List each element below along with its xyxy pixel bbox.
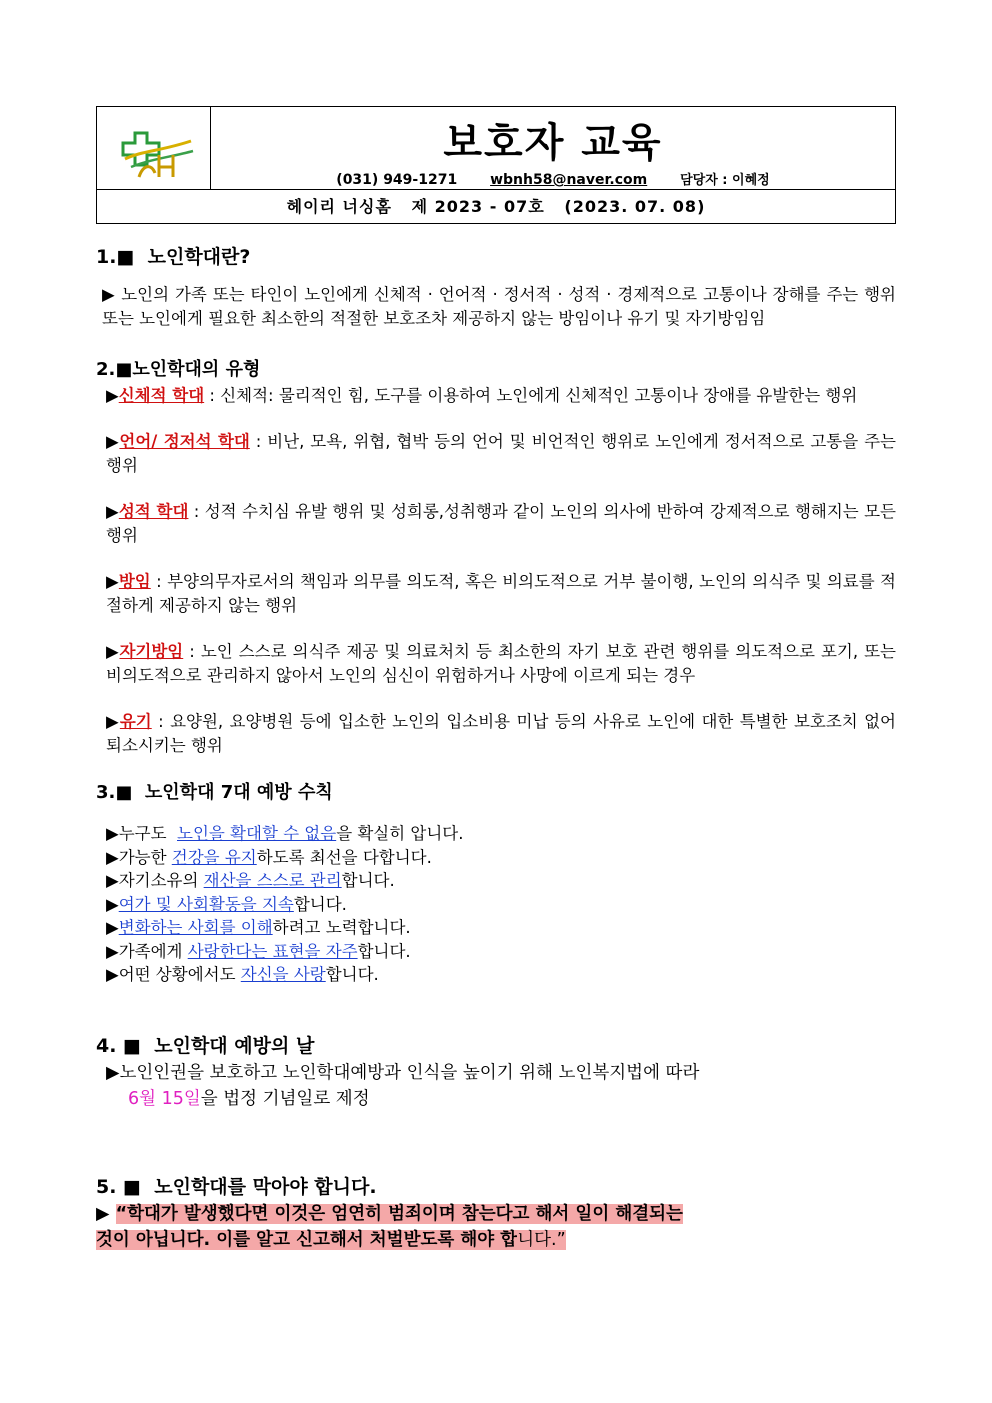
section-5-title: 5. ■ 노인학대를 막아야 합니다. — [96, 1175, 377, 1198]
title-cell — [211, 107, 895, 190]
list-item: ▶가족에게 사랑한다는 표현을 자주합니다. — [106, 941, 411, 961]
issue-info: 헤이리 너싱홈 제 2023 - 07호 (2023. 07. 08) — [286, 197, 706, 216]
abuse-type-label: 방임 — [118, 572, 151, 591]
list-item: ▶변화하는 사회를 이해하려고 노력합니다. — [106, 918, 411, 937]
abuse-type-item: ▶언어/ 정저석 학대 : 비난, 모욕, 위협, 협박 등의 언어 및 비언적인 행위로 노인에게 정서적으로 고통을 주는 행위 — [106, 432, 896, 475]
abuse-type-item: ▶유기 : 요양원, 요양병원 등에 입소한 노인의 입소비용 미납 등의 사유로 노인에 대한 특별한 보호조치 없어 퇴소시키는 행위 — [106, 712, 896, 755]
manager-name: 담당자 : 이혜정 — [680, 173, 770, 188]
list-item: ▶누구도 노인을 확대할 수 없음을 확실히 압니다. — [106, 824, 464, 843]
abuse-type-item: ▶방임 : 부양의무자로서의 책임과 의무를 의도적, 혹은 비의도적으로 거부 불이행, 노인의 의식주 및 의료를 적절하게 제공하지 않는 행위 — [106, 572, 896, 615]
abuse-type-label: 유기 — [119, 712, 152, 731]
contact-line — [211, 169, 895, 188]
abuse-type-label: 신체적 학대 — [118, 386, 205, 405]
abuse-type-item: ▶신체적 학대 : 신체적: 물리적인 힘, 도구를 이용하여 노인에게 신체적인 고통이나 장애를 유발한는 행위 — [106, 386, 858, 405]
section-4-title: 4. ■ 노인학대 예방의 날 — [96, 1034, 315, 1057]
header-table — [96, 106, 896, 224]
list-item: ▶자기소유의 재산을 스스로 관리합니다. — [106, 871, 395, 890]
abuse-type-item: ▶자기방임 : 노인 스스로 의식주 제공 및 의료처치 등 최소한의 자기 보호 관련 행위를 의도적으로 포기, 또는 비의도적으로 관리하지 않아서 노인의 심신이 위험하거나 사망에 이르게 되는 경우 — [106, 642, 896, 685]
abuse-type-desc: : 부양의무자로서의 책임과 의무를 의도적, 혹은 비의도적으로 거부 불이행, 노인의 의식주 및 의료를 적절하게 제공하지 않는 행위 — [106, 572, 896, 615]
abuse-type-label: 자기방임 — [119, 642, 184, 661]
abuse-type-label: 성적 학대 — [118, 502, 189, 521]
abuse-type-desc: : 성적 수치심 유발 행위 및 성희롱,성취행과 같이 노인의 의사에 반하여 강제적으로 행해지는 모든 행위 — [106, 502, 896, 545]
section-1-title: 1.■ 노인학대란? — [96, 246, 251, 268]
section-2-title: 2.■노인학대의 유형 — [96, 359, 261, 380]
email-link[interactable]: wbnh58@naver.com — [490, 172, 648, 188]
section-1-body: ▶ 노인의 가족 또는 타인이 노인에게 신체적 · 언어적 · 정서적 · 성적 · 경제적으로 고통이나 장해를 주는 행위 또는 노인에게 필요한 최소한의 적절한 보호조차 제공하지 않는 방임이나 유기 및 자기방임임 — [102, 285, 896, 328]
abuse-type-desc: : 신체적: 물리적인 힘, 도구를 이용하여 노인에게 신체적인 고통이나 장애를 유발한는 행위 — [204, 386, 858, 405]
list-item: ▶가능한 건강을 유지하도록 최선을 다합니다. — [106, 847, 432, 867]
list-item: ▶여가 및 사회활동을 지속합니다. — [106, 894, 347, 914]
abuse-type-item: ▶성적 학대 : 성적 수치심 유발 행위 및 성희롱,성취행과 같이 노인의 의사에 반하여 강제적으로 행해지는 모든 행위 — [106, 502, 896, 545]
nursing-home-logo — [121, 129, 197, 181]
memorial-date: 6월 15일 — [128, 1088, 201, 1109]
abuse-type-desc: : 요양원, 요양병원 등에 입소한 노인의 입소비용 미납 등의 사유로 노인에 대한 특별한 보호조치 없어 퇴소시키는 행위 — [106, 712, 896, 755]
abuse-type-desc: : 비난, 모욕, 위협, 협박 등의 언어 및 비언적인 행위로 노인에게 정서적으로 고통을 주는 행위 — [106, 432, 896, 475]
page-title: 보호자 교육 — [443, 120, 663, 166]
section-5-quote: ▶ “학대가 발생했다면 이것은 엄연히 범죄이며 참는다고 해서 일이 해결되는 것이 아닙니다. 이를 알고 신고해서 처벌받도록 해야 합니다.” — [96, 1203, 683, 1250]
section-4-body: ▶노인인권을 보호하고 노인학대예방과 인식을 높이기 위해 노인복지법에 따라 6월 15일을 법정 기념일로 제정 — [106, 1062, 700, 1109]
document-body — [96, 242, 896, 1253]
abuse-type-desc: : 노인 스스로 의식주 제공 및 의료처치 등 최소한의 자기 보호 관련 행위를 의도적으로 포기, 또는 비의도적으로 관리하지 않아서 노인의 심신이 위험하거나 사망에 이르게 되는 경우 — [106, 642, 896, 685]
list-item: ▶어떤 상황에서도 자신을 사랑합니다. — [106, 965, 379, 984]
section-3-title: 3.■ 노인학대 7대 예방 수칙 — [96, 782, 333, 803]
phone-number: (031) 949-1271 — [336, 172, 458, 188]
abuse-type-label: 언어/ 정저석 학대 — [119, 432, 250, 451]
prevention-rules-list — [96, 822, 896, 987]
logo-cell — [97, 107, 211, 190]
